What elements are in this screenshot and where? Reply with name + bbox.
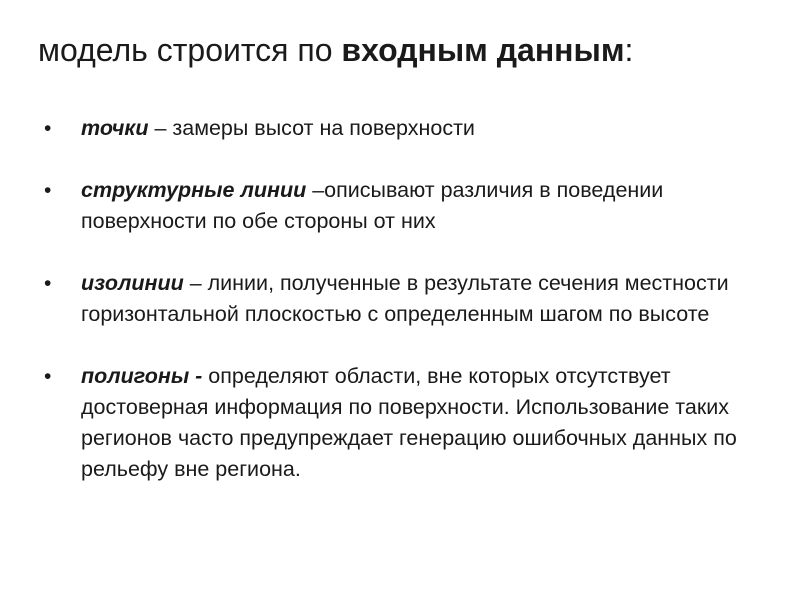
bullet-description: определяют области, вне которых отсутствует достоверная информация по поверхности. Использование таких регионов часто предупреждает генерацию ошибочных данных по рельефу вне региона. <box>81 364 737 481</box>
bullet-term: структурные линии <box>81 178 307 202</box>
bullet-text <box>81 113 601 144</box>
bullet-item-points <box>44 113 744 144</box>
bullet-description: – линии, полученные в результате сечения местности горизонтальной плоскостью с определенным шагом по высоте <box>81 271 729 326</box>
slide-title <box>38 30 778 70</box>
bullet-item-polygons <box>44 361 744 485</box>
title-bold: входным данным <box>341 32 625 68</box>
bullet-term: изолинии <box>81 271 184 295</box>
bullet-term: точки <box>81 116 149 140</box>
bullet-item-structural-lines <box>44 175 744 237</box>
bullet-description: –описывают различия в поведении поверхности по обе стороны от них <box>81 178 664 233</box>
bullet-dot-icon: • <box>44 272 52 295</box>
title-plain: модель строится по <box>38 32 342 68</box>
bullet-dot-icon: • <box>44 365 52 388</box>
bullet-dot-icon: • <box>44 117 52 140</box>
bullet-text <box>81 268 771 330</box>
bullet-dot-icon: • <box>44 179 52 202</box>
bullet-list <box>44 113 744 485</box>
bullet-description: – замеры высот на поверхности <box>148 116 475 140</box>
title-colon: : <box>624 32 634 68</box>
bullet-term: полигоны - <box>81 364 203 388</box>
bullet-text <box>81 361 741 485</box>
bullet-text <box>81 175 691 237</box>
bullet-item-isolines <box>44 268 744 330</box>
